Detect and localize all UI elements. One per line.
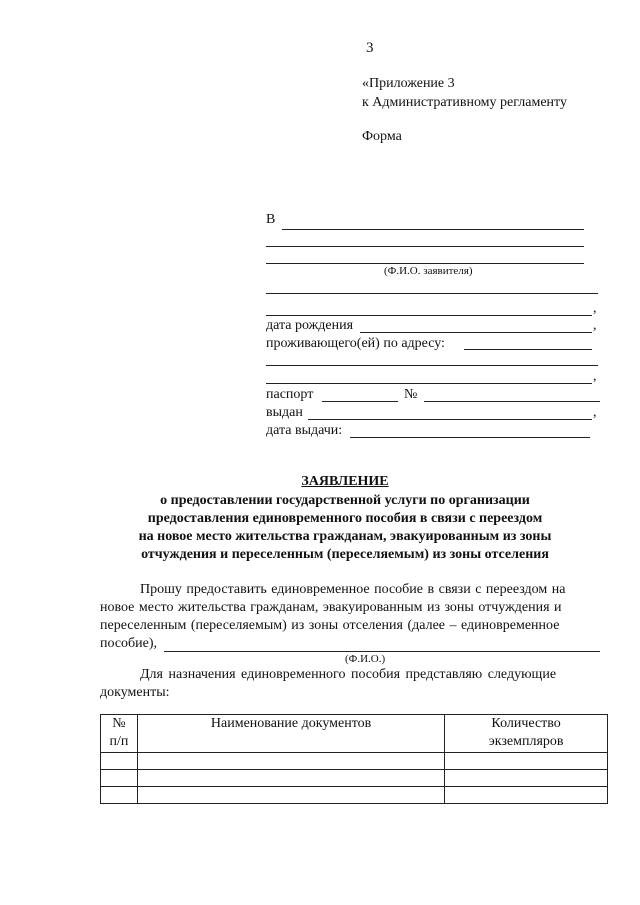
documents-line-2: документы: <box>100 685 170 700</box>
annex-regulation: к Административному регламенту <box>362 95 567 110</box>
passport-number-line[interactable] <box>424 401 600 402</box>
address-label: проживающего(ей) по адресу: <box>266 336 445 351</box>
issued-by-label: выдан <box>266 405 303 420</box>
statement-heading: ЗАЯВЛЕНИЕ <box>301 474 389 489</box>
body-line-3: переселенным (переселяемым) из зоны отселения (далее – единовременное <box>100 618 560 633</box>
comma-mark: , <box>593 318 597 333</box>
applicant-fio-caption: (Ф.И.О. заявителя) <box>384 265 473 277</box>
applicant-fio-line-2[interactable] <box>266 315 592 316</box>
table-row <box>101 787 608 804</box>
recipient-line-1[interactable] <box>282 229 584 230</box>
comma-mark: , <box>593 301 597 316</box>
col-header-document-name <box>137 715 444 753</box>
applicant-fio-field[interactable] <box>164 651 600 652</box>
passport-label: паспорт <box>266 387 314 402</box>
address-line-3[interactable] <box>266 383 592 384</box>
address-line-2[interactable] <box>266 365 598 366</box>
table-cell-copies[interactable] <box>445 770 608 787</box>
issued-by-line[interactable] <box>308 419 592 420</box>
applicant-fio-line-1[interactable] <box>266 293 598 294</box>
documents-line-1: Для назначения единовременного пособия представляю следующие <box>140 667 557 682</box>
recipient-line-3[interactable] <box>266 263 584 264</box>
table-row <box>101 770 608 787</box>
page-number: 3 <box>366 40 374 56</box>
statement-subtitle-line-1: о предоставлении государственной услуги по организации <box>160 493 530 508</box>
col-header-copies <box>445 715 608 753</box>
birth-date-label: дата рождения <box>266 318 354 333</box>
table-cell-number[interactable] <box>101 770 138 787</box>
recipient-prefix: В <box>266 212 276 227</box>
table-cell-copies[interactable] <box>445 787 608 804</box>
recipient-line-2[interactable] <box>266 246 584 247</box>
table-cell-number[interactable] <box>101 787 138 804</box>
birth-date-line[interactable] <box>360 332 592 333</box>
issue-date-line[interactable] <box>350 437 590 438</box>
table-cell-document-name[interactable] <box>137 770 444 787</box>
table-header-row <box>101 715 608 753</box>
statement-subtitle-line-2: предоставления единовременного пособия в связи с переездом <box>147 511 543 526</box>
col-header-document-name-line-1: Наименование документов <box>210 716 372 731</box>
table-cell-document-name[interactable] <box>137 787 444 804</box>
table-cell-number[interactable] <box>101 753 138 770</box>
documents-table <box>100 714 608 804</box>
table-row <box>101 753 608 770</box>
statement-subtitle-line-3: на новое место жительства гражданам, эвакуированным из зоны <box>138 529 552 544</box>
annex-title: «Приложение 3 <box>362 76 455 91</box>
form-label: Форма <box>362 129 402 144</box>
table-cell-document-name[interactable] <box>137 753 444 770</box>
statement-subtitle-line-4: отчуждения и переселенным (переселяемым) из зоны отселения <box>141 547 549 562</box>
issue-date-label: дата выдачи: <box>266 423 343 438</box>
comma-mark: , <box>593 369 597 384</box>
body-line-1: Прошу предоставить единовременное пособие в связи с переездом на <box>140 582 566 597</box>
col-header-copies-line-1: Количество <box>491 716 561 731</box>
fio-caption: (Ф.И.О.) <box>345 653 386 665</box>
col-header-number <box>101 715 138 753</box>
col-header-copies-line-2: экземпляров <box>488 734 564 749</box>
col-header-number-line-1: № <box>112 716 126 731</box>
body-line-4: пособие), <box>100 636 158 651</box>
comma-mark: , <box>593 405 597 420</box>
address-line-1[interactable] <box>464 349 592 350</box>
body-line-2: новое место жительства гражданам, эвакуированным из зоны отчуждения и <box>100 600 562 615</box>
col-header-number-line-2: п/п <box>109 734 129 749</box>
passport-series-line[interactable] <box>322 401 398 402</box>
passport-number-sign: № <box>404 387 418 402</box>
table-cell-copies[interactable] <box>445 753 608 770</box>
